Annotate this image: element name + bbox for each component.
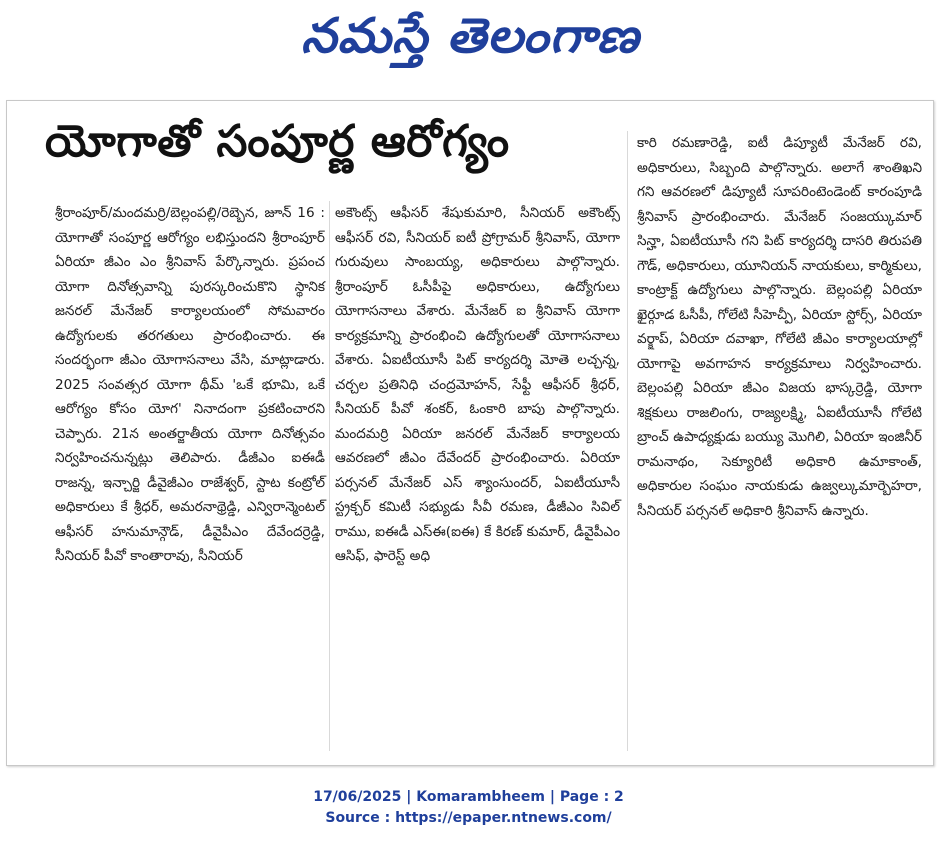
article-column-3: కారి రమణారెడ్డి, ఐటీ డిప్యూటీ మేనేజర్ రవి, అధికారులు, సిబ్బంది పాల్గొన్నారు. అలాగే శాంతిఖని గని ఆవరణలో డిప్యూటీ సూపరింటెండెంట్ కారంపూడి శ్రీనివాస్ ప్రారంభించారు. మేనేజర్ సంజయ్కుమార్ సిన్హా, ఏఐటీయూసీ గని పిట్ కార్యదర్శి దాసరి తిరుపతి గౌడ్, అధికారులు, యూనియన్ నాయకులు, కార్మికులు, కాంట్రాక్ట్ ఉద్యోగులు పాల్గొన్నారు. బెల్లంపల్లి ఏరియా ఖైర్గూడ ఓసీపీ, గోలేటి సీహెచ్పీ, ఏరియా స్టోర్స్, ఏరియా వర్క్షాప్, ఏరియా దవాఖా, గోలేటి జీఎం కార్యాలయాల్లో యోగాపై అవగాహన కార్యక్రమాలు నిర్వహించారు. బెల్లంపల్లి ఏరియా జీఎం విజయ భాస్కర్రెడ్డి, యోగా శిక్షకులు రాజలింగు, రాజ్యలక్ష్మి, ఏఐటీయూసీ గోలేటి బ్రాంచ్ ఉపాధ్యక్షుడు బయ్యు మొగిలి, ఏరియా ఇంజినీర్ రామనాథం, సెక్యూరిటీ అధికారి ఉమాకాంత్, అధికారుల సంఘం నాయకుడు ఉజ్వల్కుమార్బెహరా, సీనియర్ పర్సనల్ అధికారి శ్రీనివాస్ ఉన్నారు.	[637, 135, 922, 519]
article-headline	[45, 107, 625, 187]
footer-date-edition: 17/06/2025 | Komarambheem | Page : 2	[313, 789, 624, 805]
masthead-title: నమస్తే తెలంగాణ	[300, 8, 640, 64]
column-divider	[627, 131, 628, 751]
article-clipping	[6, 100, 934, 766]
headline-text: యోగాతో సంపూర్ణ ఆరోగ్యం	[45, 116, 510, 167]
newspaper-masthead	[270, 6, 670, 78]
column-divider	[329, 201, 330, 751]
article-column-1: శ్రీరాంపూర్/మందమర్రి/బెల్లంపల్లి/రెబ్బెన, జూన్ 16 : యోగాతో సంపూర్ణ ఆరోగ్యం లభిస్తుందని శ్రీరాంపూర్ ఏరియా జీఎం ఎం శ్రీనివాస్ పేర్కొన్నారు. ప్రపంచ యోగా దినోత్సవాన్ని పురస్కరించుకొని స్థానిక జనరల్ మేనేజర్ కార్యాలయంలో సోమవారం ఉద్యోగులకు తరగతులు ప్రారంభించారు. ఈ సందర్భంగా జీఎం యోగాసనాలు వేసి, మాట్లాడారు. 2025 సంవత్సర యోగా థీమ్ 'ఒకే భూమి, ఒకే ఆరోగ్యం కోసం యోగ' నినాదంగా ప్రకటించారని చెప్పారు. 21న అంతర్జాతీయ యోగా దినోత్సవం నిర్వహించనున్నట్లు తెలిపారు. డీజీఎం ఐఈడీ రాజన్న, ఇన్చార్జి డీవైజీఎం రాజేశ్వర్, స్టాట కంట్రోల్ అధికారులు కే శ్రీధర్, అమరనాథ్రెడ్డి, ఎన్విరాన్మెంటల్ ఆఫీసర్ హనుమాన్గౌడ్, డీవైపీఎం దేవేందర్రెడ్డి, సీనియర్ పీవో కాంతారావు, సీనియర్	[55, 205, 325, 564]
article-column-2: అకౌంట్స్ ఆఫీసర్ శేషుకుమారి, సీనియర్ అకౌంట్స్ ఆఫీసర్ రవి, సీనియర్ ఐటీ ప్రోగ్రామర్ శ్రీనివాస్, యోగా గురువులు సాంబయ్య, అధికారులు పాల్గొన్నారు. శ్రీరాంపూర్ ఓసీపీపై అధికారులు, ఉద్యోగులు యోగాసనాలు వేశారు. మేనేజర్ ఐ శ్రీనివాస్ యోగా కార్యక్రమాన్ని ప్రారంభించి ఉద్యోగులతో యోగాసనాలు వేశారు. ఏఐటీయూసీ పిట్ కార్యదర్శి మోతె లచ్చన్న, చర్చల ప్రతినిధి చంద్రమోహన్, సేఫ్టీ ఆఫీసర్ శ్రీధర్, సీనియర్ పీవో శంకర్, ఓంకారి బాపు పాల్గొన్నారు. మందమర్రి ఏరియా జనరల్ మేనేజర్ కార్యాలయ ఆవరణలో జీఎం దేవేందర్ ప్రారంభించారు. ఏరియా పర్సనల్ మేనేజర్ ఎస్ శ్యాంసుందర్, ఏఐటీయూసీ స్ట్రక్చర్ కమిటీ సభ్యుడు సీవీ రమణ, డీజీఎం సివిల్ రాము, ఐఈడీ ఎస్ఈ(ఐఈ) కే కిరణ్ కుమార్, డీవైపీఎం ఆసిఫ్, ఫారెస్ట్ అధి	[335, 205, 620, 564]
footer-source-link[interactable]: Source : https://epaper.ntnews.com/	[325, 810, 612, 826]
